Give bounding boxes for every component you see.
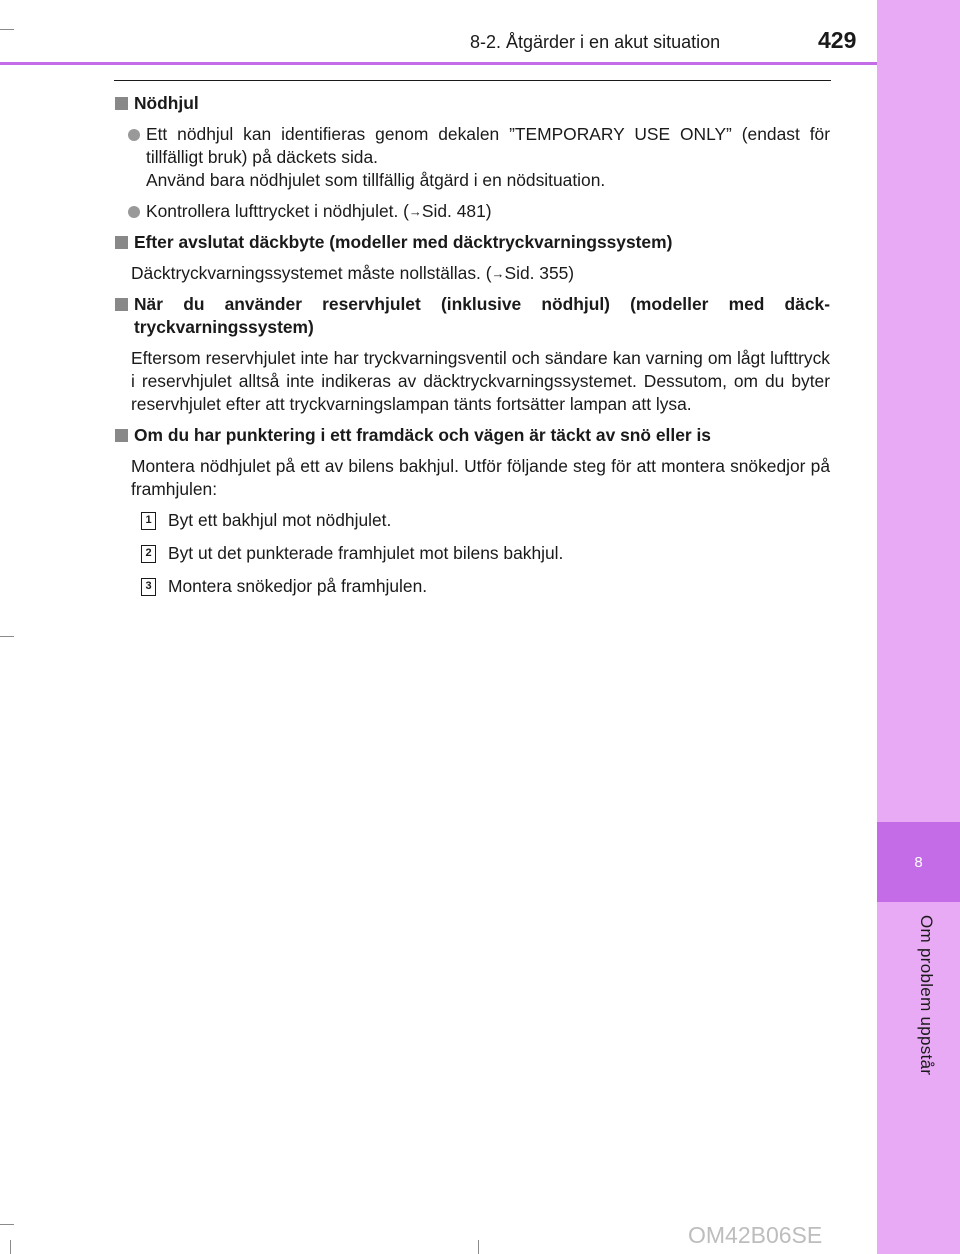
step-number: 1: [141, 512, 156, 530]
paragraph: Däcktryckvarningssystemet måste nollställas. (→Sid. 355): [131, 263, 575, 283]
square-bullet-icon: [115, 429, 128, 442]
step-item: [112, 575, 830, 598]
arrow-right-icon: →: [408, 204, 422, 219]
section-heading: Efter avslutat däckbyte (modeller med däcktryckvarningssystem): [112, 231, 830, 254]
footer-code: OM42B06SE: [688, 1222, 823, 1248]
header-divider: [0, 62, 877, 65]
step-text: Byt ut det punkterade framhjulet mot bilens bakhjul.: [168, 543, 564, 563]
chapter-title: Om problem uppstår: [917, 915, 936, 1076]
square-bullet-icon: [115, 298, 128, 311]
chapter-side-tab: [877, 0, 960, 1254]
step-number: 3: [141, 578, 156, 596]
section-heading: När du använder reservhjulet (inklusive nödhjul) (modeller med däck-tryckvarningssystem): [112, 293, 830, 339]
round-bullet-icon: [128, 129, 140, 141]
crop-mark: [0, 1224, 14, 1225]
page-number: 429: [818, 27, 857, 53]
bullet-item: Ett nödhjul kan identifieras genom dekalen ”TEMPORARY USE ONLY” (endast för tillfälligt bruk) på däckets sida. Använd bara nödhjulet som tillfällig åtgärd i en nödsituation.: [112, 123, 830, 192]
page-reference[interactable]: Sid. 355): [504, 263, 575, 283]
crop-mark: [0, 636, 14, 637]
page-content: [112, 92, 830, 608]
section-heading: Om du har punktering i ett framdäck och vägen är täckt av snö eller is: [112, 424, 830, 447]
paragraph: Montera nödhjulet på ett av bilens bakhjul. Utför följande steg för att montera snökedjor på framhjulen:: [131, 456, 830, 499]
step-number: 2: [141, 545, 156, 563]
step-text: Montera snökedjor på framhjulen.: [168, 576, 428, 596]
crop-mark: [10, 1240, 11, 1254]
section-heading: Nödhjul: [112, 92, 830, 115]
arrow-right-icon: →: [491, 266, 505, 281]
page-reference[interactable]: Sid. 481): [421, 201, 492, 221]
step-item: [112, 509, 830, 532]
crop-mark: [478, 1240, 479, 1254]
chapter-number: 8: [877, 822, 960, 902]
section-title: 8-2. Åtgärder i en akut situation: [470, 32, 721, 52]
crop-mark: [0, 29, 14, 30]
step-text: Byt ett bakhjul mot nödhjulet.: [168, 510, 392, 530]
bullet-item: Kontrollera lufttrycket i nödhjulet. (→Sid. 481): [112, 200, 830, 223]
content-rule: [114, 80, 831, 81]
round-bullet-icon: [128, 206, 140, 218]
square-bullet-icon: [115, 97, 128, 110]
square-bullet-icon: [115, 236, 128, 249]
paragraph: Eftersom reservhjulet inte har tryckvarningsventil och sändare kan varning om lågt lufttryck i reservhjulet alltså inte indikeras av däcktryckvarningssystemet. Dessutom, om du byter reservhjulet efter att tryckvarningslampan tänts fortsätter lampan att lysa.: [131, 348, 830, 414]
step-item: [112, 542, 830, 565]
